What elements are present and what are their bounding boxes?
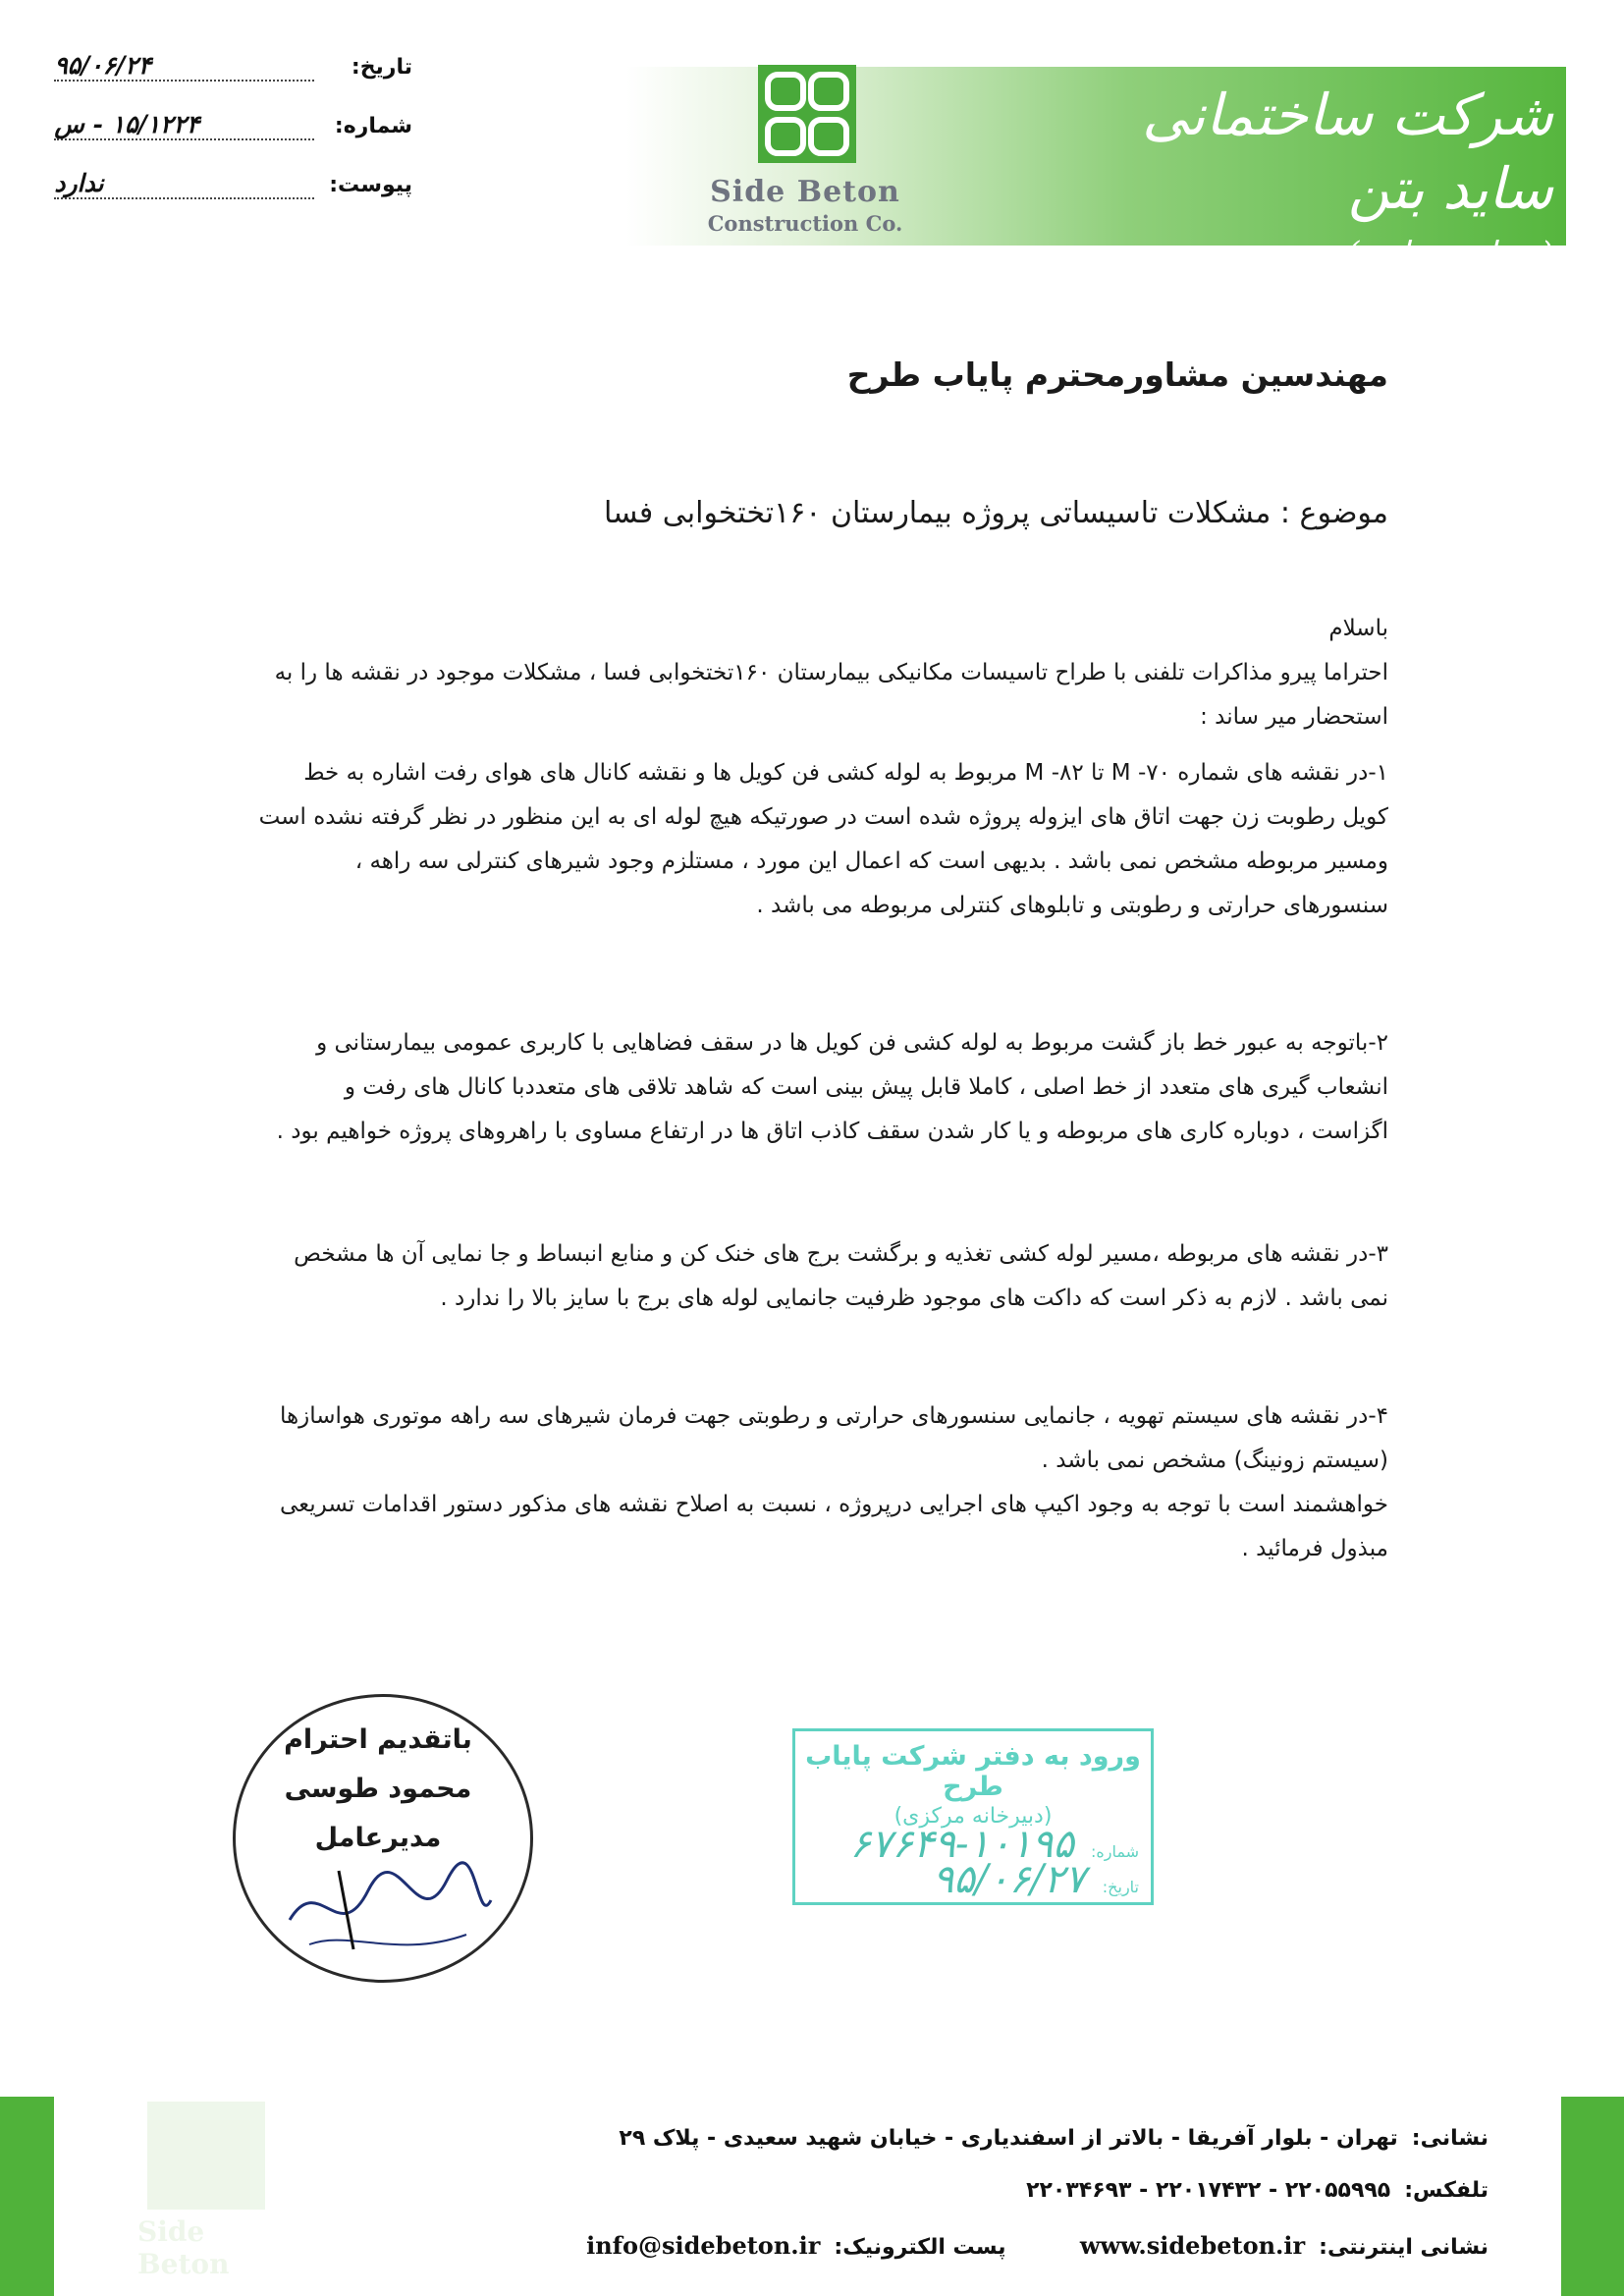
item-line: کویل رطوبت زن جهت اتاق های ایزوله پروژه شده است در صورتیکه هیچ لوله ای به این منظور در نظر گرفته نشده است <box>258 804 1388 830</box>
address-value: تهران - بلوار آفریقا - بالاتر از اسفندیاری - خیابان شهید سعیدی - پلاک ۲۹ <box>619 2126 1398 2151</box>
footer-web <box>586 2231 1489 2260</box>
item-line: ۳-در نقشه های مربوطه ،مسیر لوله کشی تغذیه و برگشت برج های خنک کن و منابع انبساط و جا نمایی آن ها مشخص <box>294 1241 1388 1267</box>
number-value: ۱۵/۱۲۲۴ - س <box>54 110 314 140</box>
footer-phone <box>1026 2178 1489 2203</box>
logo-subtitle: Construction Co. <box>707 211 903 236</box>
letter-body <box>240 607 1388 739</box>
signatory-name: محمود طوسی <box>284 1774 472 1804</box>
item-line: ۴-در نقشه های سیستم تهویه ، جانمایی سنسورهای حرارتی و رطوبتی جهت فرمان شیرهای سه راهه موتوری هواسازها <box>279 1403 1388 1429</box>
item-line: نمی باشد . لازم به ذکر است که داکت های موجود ظرفیت جانمایی لوله های برج با سایز بالا را ندارد . <box>440 1285 1388 1311</box>
intro-line: احتراما پیرو مذاکرات تلفنی با طراح تاسیسات مکانیکی بیمارستان ۱۶۰تختخوابی فسا ، مشکلات موجود در نقشه ها را به <box>274 660 1388 685</box>
item-line: ۱-در نقشه های شماره ۷۰- M تا ۸۲- M مربوط به لوله کشی فن کویل ها و نقشه کانال های هوای رفت اشاره به خط <box>303 760 1388 786</box>
item-line: سنسورهای حرارتی و رطوبتی و تابلوهای کنترلی مربوطه می باشد . <box>756 893 1388 918</box>
signatory <box>250 1716 506 1863</box>
received-date-value: ۹۵/۰۶/۲۷ <box>932 1857 1086 1902</box>
item-line: ۲-باتوجه به عبور خط باز گشت مربوط به لوله کشی فن کویل ها در سقف فضاهایی با کاربری عمومی بیمارستانی و <box>316 1030 1388 1056</box>
logo-english-text <box>677 175 933 236</box>
item-line: ومسیر مربوطه مشخص نمی باشد . بدیهی است که اعمال این مورد ، مستلزم وجود شیرهای کنترلی سه راهه ، <box>354 848 1388 874</box>
received-subtitle: (دبیرخانه مرکزی) <box>893 1804 1053 1829</box>
received-title: ورود به دفتر شرکت پایاب طرح <box>805 1741 1141 1802</box>
signature-closing: باتقدیم احترام <box>284 1724 472 1755</box>
attachment-value: ندارد <box>54 169 314 199</box>
phone-value: ۲۲۰۵۵۹۹۵ - ۲۲۰۱۷۴۳۲ - ۲۲۰۳۴۶۹۳ <box>1026 2178 1391 2203</box>
item-2 <box>240 1021 1388 1154</box>
item-line: اگزاست ، دوباره کاری های مربوطه و یا کار شدن سقف کاذب اتاق ها در ارتفاع مساوی با راهروهای پروژه خواهیم بود . <box>276 1119 1388 1144</box>
item-1 <box>240 751 1388 928</box>
company-name-block <box>1141 79 1553 274</box>
attachment-label: پیوست: <box>329 173 412 197</box>
company-name: شرکت ساختمانی ساید بتن <box>1142 82 1553 223</box>
footer-bar-right <box>1561 2097 1624 2296</box>
received-date-label: تاریخ: <box>1102 1878 1139 1896</box>
received-stamp <box>792 1728 1154 1905</box>
footer-bar-left <box>0 2097 54 2296</box>
footer-address <box>619 2126 1489 2151</box>
greeting: باسلام <box>1328 616 1388 641</box>
date-value: ۹۵/۰۶/۲۴ <box>54 51 314 82</box>
received-date <box>810 1857 1139 1902</box>
email-link[interactable]: info@sidebeton.ir <box>586 2231 821 2260</box>
signature-block <box>221 1694 535 1989</box>
email-label: پست الکترونیک: <box>834 2235 1006 2260</box>
received-number-value: ۱۰۱۹۵-۶۷۶۴۹ <box>849 1822 1074 1867</box>
number-label: شماره: <box>334 114 412 138</box>
web-label: نشانی اینترنتی: <box>1319 2235 1489 2260</box>
item-3 <box>240 1232 1388 1321</box>
number-field <box>54 110 412 140</box>
date-field <box>54 51 412 82</box>
item-4 <box>240 1394 1388 1571</box>
attachment-field <box>54 169 412 199</box>
handwritten-signature-icon <box>280 1851 496 1969</box>
footer-logo-icon <box>147 2102 265 2210</box>
signatory-title: مدیرعامل <box>314 1823 442 1853</box>
logo-title: Side Beton <box>710 175 900 209</box>
sb-logo-icon <box>758 65 856 163</box>
website-link[interactable]: www.sidebeton.ir <box>1079 2231 1306 2260</box>
received-number-label: شماره: <box>1090 1842 1139 1861</box>
footer-logo-text: Side Beton <box>137 2215 230 2280</box>
company-type: (سهامی خاص) <box>1346 234 1553 274</box>
phone-label: تلفکس: <box>1404 2178 1489 2203</box>
closing-line: مبذول فرمائید . <box>1241 1536 1388 1561</box>
subject-line: موضوع : مشکلات تاسیساتی پروژه بیمارستان ۱۶۰تختخوابی فسا <box>603 496 1388 530</box>
footer-watermark-logo <box>137 2102 275 2280</box>
recipient: مهندسین مشاورمحترم پایاب طرح <box>846 355 1388 394</box>
intro-line: استحضار میر ساند : <box>1200 704 1388 730</box>
company-logo <box>758 65 856 163</box>
item-line: (سیستم زونینگ) مشخص نمی باشد . <box>1041 1448 1388 1473</box>
closing-line: خواهشمند است با توجه به وجود اکیپ های اجرایی درپروژه ، نسبت به اصلاح نقشه های مذکور دستور اقدامات تسریعی <box>280 1492 1388 1517</box>
date-label: تاریخ: <box>351 55 412 80</box>
item-line: انشعاب گیری های متعدد از خط اصلی ، کاملا قابل پیش بینی است که شاهد تلاقی های متعددبا کانال های رفت و <box>344 1074 1388 1100</box>
address-label: نشانی: <box>1411 2126 1489 2151</box>
